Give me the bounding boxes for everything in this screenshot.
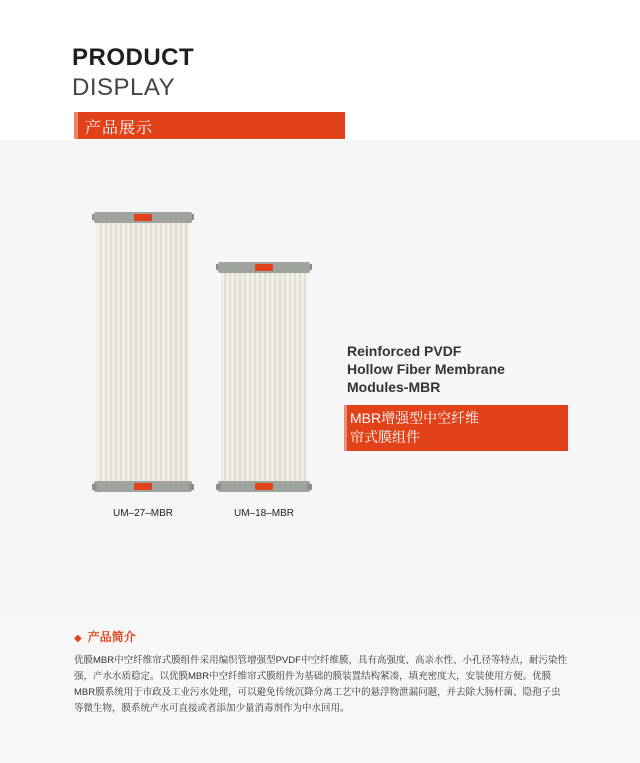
module-top-header: [218, 262, 310, 273]
intro-heading: [74, 628, 136, 645]
intro-heading-text: 产品简介: [87, 630, 136, 644]
membrane-fibers: [97, 223, 189, 481]
diamond-bullet-icon: ◆: [74, 633, 82, 644]
page-title-display: DISPLAY: [72, 74, 176, 101]
module-image-um18: [218, 262, 310, 492]
product-name-line: Hollow Fiber Membrane: [347, 361, 505, 377]
product-name-en: [347, 342, 577, 396]
intro-paragraph: 优膜MBR中空纤维帘式膜组件采用编织管增强型PVDF中空纤维膜，具有高强度、高亲水性、小孔径等特点，耐污染性强，产水水质稳定。以优膜MBR中空纤维帘式膜组件为基础的膜装置结构紧凑，填充密度大，安装使用方便。优膜MBR膜系统用于市政及工业污水处理，可以避免传统沉降分离工艺中的悬浮物泄漏问题，并去除大肠杆菌、隐孢子虫等微生物，膜系统产水可直接或者添加少量消毒剂作为中水回用。: [74, 655, 567, 714]
module-pins-bottom: [218, 484, 310, 490]
module-model-label: UM–18–MBR: [233, 508, 295, 519]
module-model-label: UM–27–MBR: [112, 508, 174, 519]
brand-logo-icon: [134, 214, 152, 221]
section-title-cn: 产品展示: [85, 120, 154, 137]
product-name-line: Modules-MBR: [347, 379, 441, 395]
module-image-um27: [94, 212, 192, 492]
product-name-cn-line: MBR增强型中空纤维: [350, 410, 480, 426]
product-name-line: Reinforced PVDF: [347, 343, 462, 359]
section-title-bar-edge: [74, 112, 78, 139]
product-name-cn-box-edge: [344, 405, 347, 451]
module-pins-bottom: [94, 484, 192, 490]
module-top-header: [94, 212, 192, 223]
brand-logo-icon: [255, 264, 273, 271]
product-name-cn-line: 帘式膜组件: [350, 429, 420, 445]
product-name-cn: [350, 409, 560, 447]
membrane-fibers: [221, 273, 307, 481]
page-title-product: PRODUCT: [72, 44, 195, 71]
